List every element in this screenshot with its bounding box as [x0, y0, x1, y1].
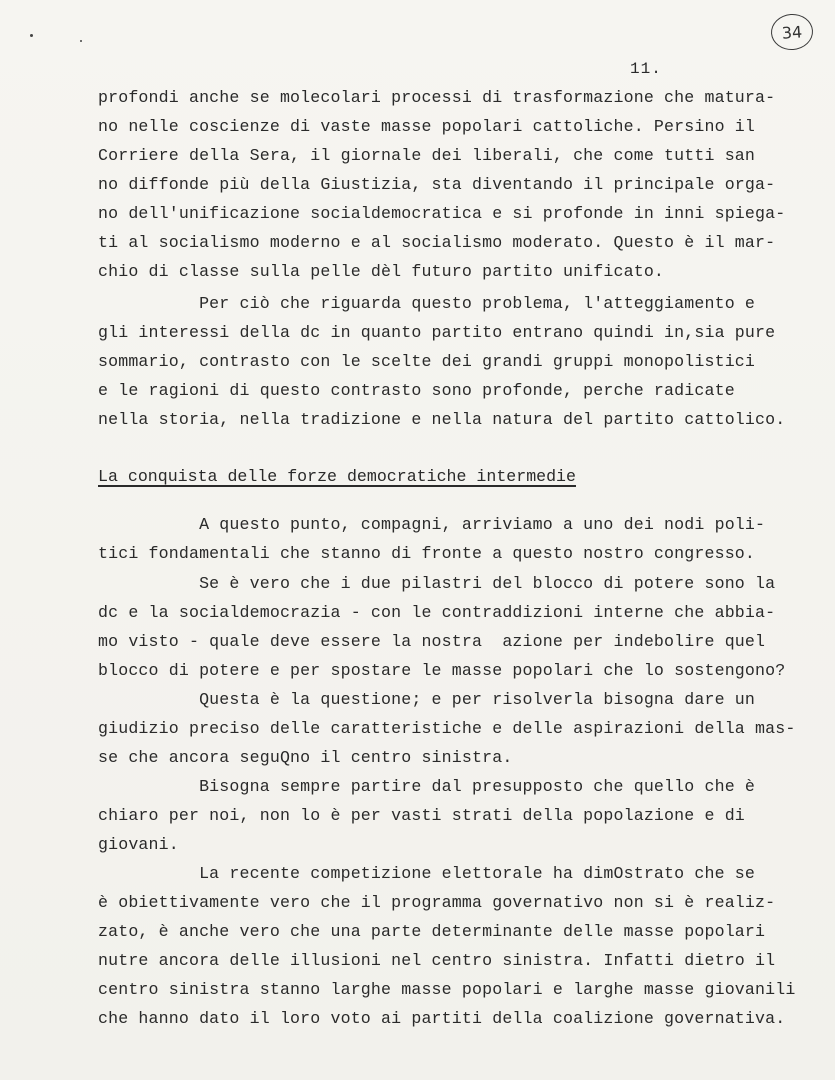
text-line: no nelle coscienze di vaste masse popolari cattoliche. Persino il [98, 117, 756, 136]
text-line: tici fondamentali che stanno di fronte a questo nostro congresso. [98, 544, 756, 563]
text-line: Per ciò che riguarda questo problema, l'atteggiamento e [98, 294, 756, 313]
text-line: giudizio preciso delle caratteristiche e delle aspirazioni della mas- [98, 719, 796, 738]
text-line: zato, è anche vero che una parte determinante delle masse popolari [98, 922, 766, 941]
text-line: nutre ancora delle illusioni nel centro sinistra. Infatti dietro il [98, 951, 776, 970]
text-line: se che ancora seguQno il centro sinistra. [98, 748, 513, 767]
text-line: dc e la socialdemocrazia - con le contraddizioni interne che abbia- [98, 603, 776, 622]
paper-speck [80, 40, 82, 42]
text-line: centro sinistra stanno larghe masse popolari e larghe masse giovanili [98, 980, 796, 999]
text-line: Se è vero che i due pilastri del blocco di potere sono la [98, 574, 776, 593]
text-line: nella storia, nella tradizione e nella natura del partito cattolico. [98, 410, 786, 429]
text-line: gli interessi della dc in quanto partito entrano quindi in,sia pure [98, 323, 776, 342]
text-line: Bisogna sempre partire dal presupposto che quello che è [98, 777, 756, 796]
text-line: chio di classe sulla pelle dèl futuro partito unificato. [98, 262, 665, 281]
archive-mark: 34 [770, 13, 814, 52]
text-line: Corriere della Sera, il giornale dei liberali, che come tutti san [98, 146, 756, 165]
text-line: mo visto - quale deve essere la nostra azione per indebolire quel [98, 632, 766, 651]
text-line: Questa è la questione; e per risolverla bisogna dare un [98, 690, 756, 709]
text-line: A questo punto, compagni, arriviamo a uno dei nodi poli- [98, 515, 766, 534]
text-line: chiaro per noi, non lo è per vasti strati della popolazione e di [98, 806, 745, 825]
text-line: giovani. [98, 835, 179, 854]
page-number: 11. [630, 60, 662, 78]
text-line: no diffonde più della Giustizia, sta diventando il principale orga- [98, 175, 776, 194]
text-line: profondi anche se molecolari processi di trasformazione che matura- [98, 88, 776, 107]
text-line: La recente competizione elettorale ha dimOstrato che se [98, 864, 756, 883]
text-line: che hanno dato il loro voto ai partiti della coalizione governativa. [98, 1009, 786, 1028]
text-line: è obiettivamente vero che il programma governativo non si è realiz- [98, 893, 776, 912]
paper-speck [30, 34, 33, 37]
text-line: no dell'unificazione socialdemocratica e si profonde in inni spiega- [98, 204, 786, 223]
section-heading: La conquista delle forze democratiche intermedie [98, 467, 576, 486]
text-line: blocco di potere e per spostare le masse popolari che lo sostengono? [98, 661, 786, 680]
text-line: sommario, contrasto con le scelte dei grandi gruppi monopolistici [98, 352, 756, 371]
text-line: e le ragioni di questo contrasto sono profonde, perche radicate [98, 381, 735, 400]
text-line: ti al socialismo moderno e al socialismo moderato. Questo è il mar- [98, 233, 776, 252]
